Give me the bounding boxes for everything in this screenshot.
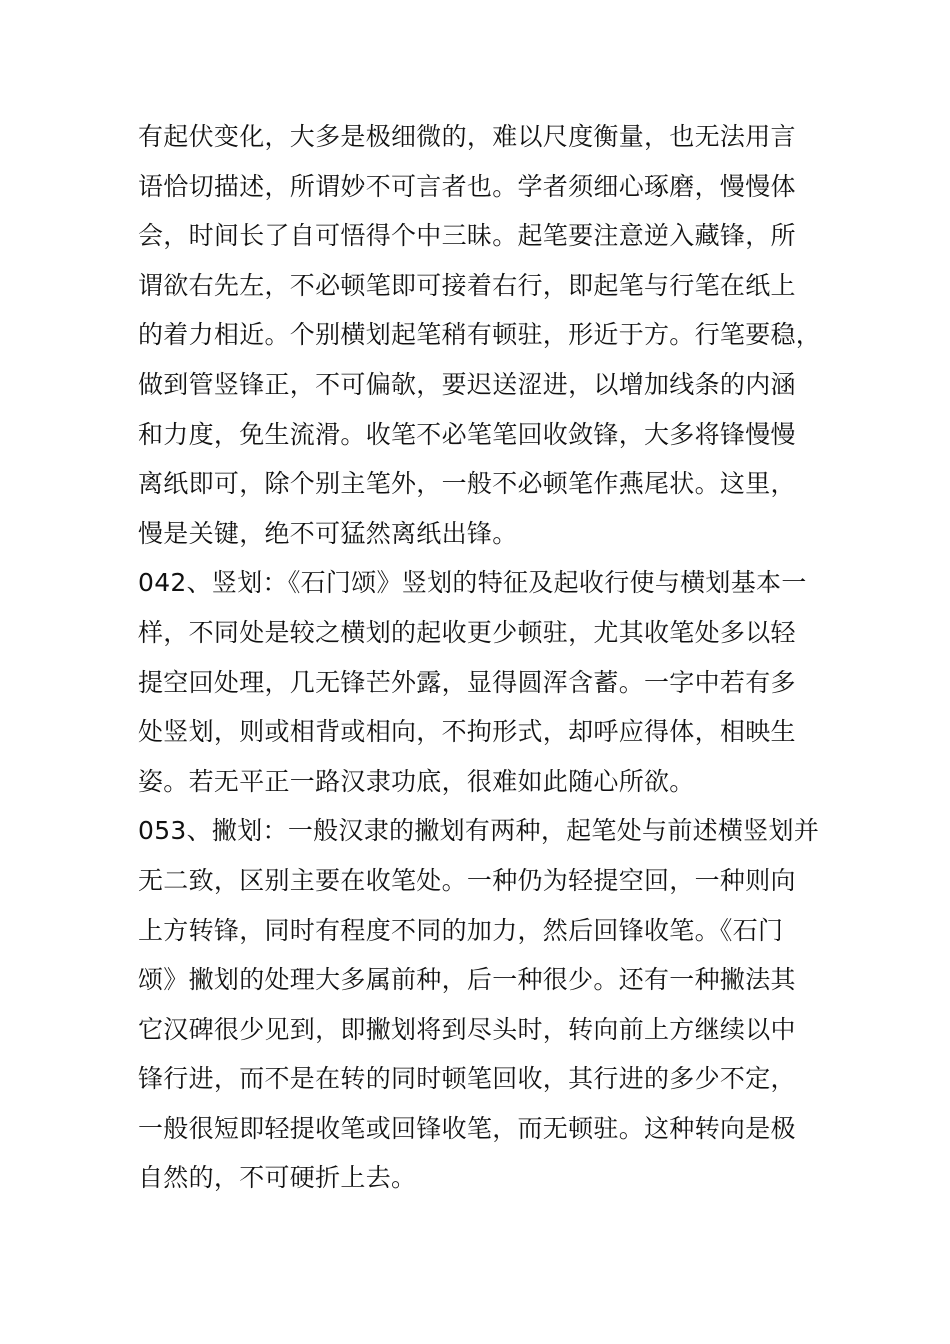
text-line-22: 自然的，不可硬折上去。	[138, 1163, 417, 1193]
text-line-13: 处竖划，则或相背或相向，不拘形式，却呼应得体，相映生	[138, 717, 796, 747]
body-text	[138, 112, 918, 1203]
text-line-15: 053、撇划：一般汉隶的撇划有两种，起笔处与前述横竖划并	[138, 816, 820, 846]
text-line-21: 一般很短即轻提收笔或回锋收笔，而无顿驻。这种转向是极	[138, 1113, 796, 1143]
text-line-16: 无二致，区别主要在收笔处。一种仍为轻提空回，一种则向	[138, 865, 796, 895]
text-line-10: 042、竖划：《石门颂》竖划的特征及起收行使与横划基本一	[138, 568, 807, 598]
text-line-20: 锋行进，而不是在转的同时顿笔回收，其行进的多少不定，	[138, 1064, 796, 1094]
text-line-5: 的着力相近。个别横划起笔稍有顿驻，形近于方。行笔要稳，	[138, 320, 822, 350]
text-line-3: 会，时间长了自可悟得个中三昧。起笔要注意逆入藏锋，所	[138, 221, 796, 251]
text-line-2: 语恰切描述，所谓妙不可言者也。学者须细心琢磨，慢慢体	[138, 171, 796, 201]
text-line-12: 提空回处理，几无锋芒外露，显得圆浑含蓄。一字中若有多	[138, 667, 796, 697]
text-line-18: 颂》撇划的处理大多属前种，后一种很少。还有一种撇法其	[138, 965, 796, 995]
text-line-11: 样，不同处是较之横划的起收更少顿驻，尤其收笔处多以轻	[138, 617, 796, 647]
text-line-9: 慢是关键，绝不可猛然离纸出锋。	[138, 518, 518, 548]
text-line-14: 姿。若无平正一路汉隶功底，很难如此随心所欲。	[138, 766, 695, 796]
text-line-1: 有起伏变化，大多是极细微的，难以尺度衡量，也无法用言	[138, 122, 796, 151]
text-line-6: 做到管竖锋正，不可偏欹，要迟送涩进，以增加线条的内涵	[138, 369, 796, 399]
text-line-17: 上方转锋，同时有程度不同的加力，然后回锋收笔。《石门	[138, 915, 784, 945]
text-line-7: 和力度，免生流滑。收笔不必笔笔回收敛锋，大多将锋慢慢	[138, 419, 796, 449]
text-line-19: 它汉碑很少见到，即撇划将到尽头时，转向前上方继续以中	[138, 1014, 796, 1044]
text-line-8: 离纸即可，除个别主笔外，一般不必顿笔作燕尾状。这里，	[138, 469, 796, 499]
text-line-4: 谓欲右先左，不必顿笔即可接着右行，即起笔与行笔在纸上	[138, 270, 796, 300]
